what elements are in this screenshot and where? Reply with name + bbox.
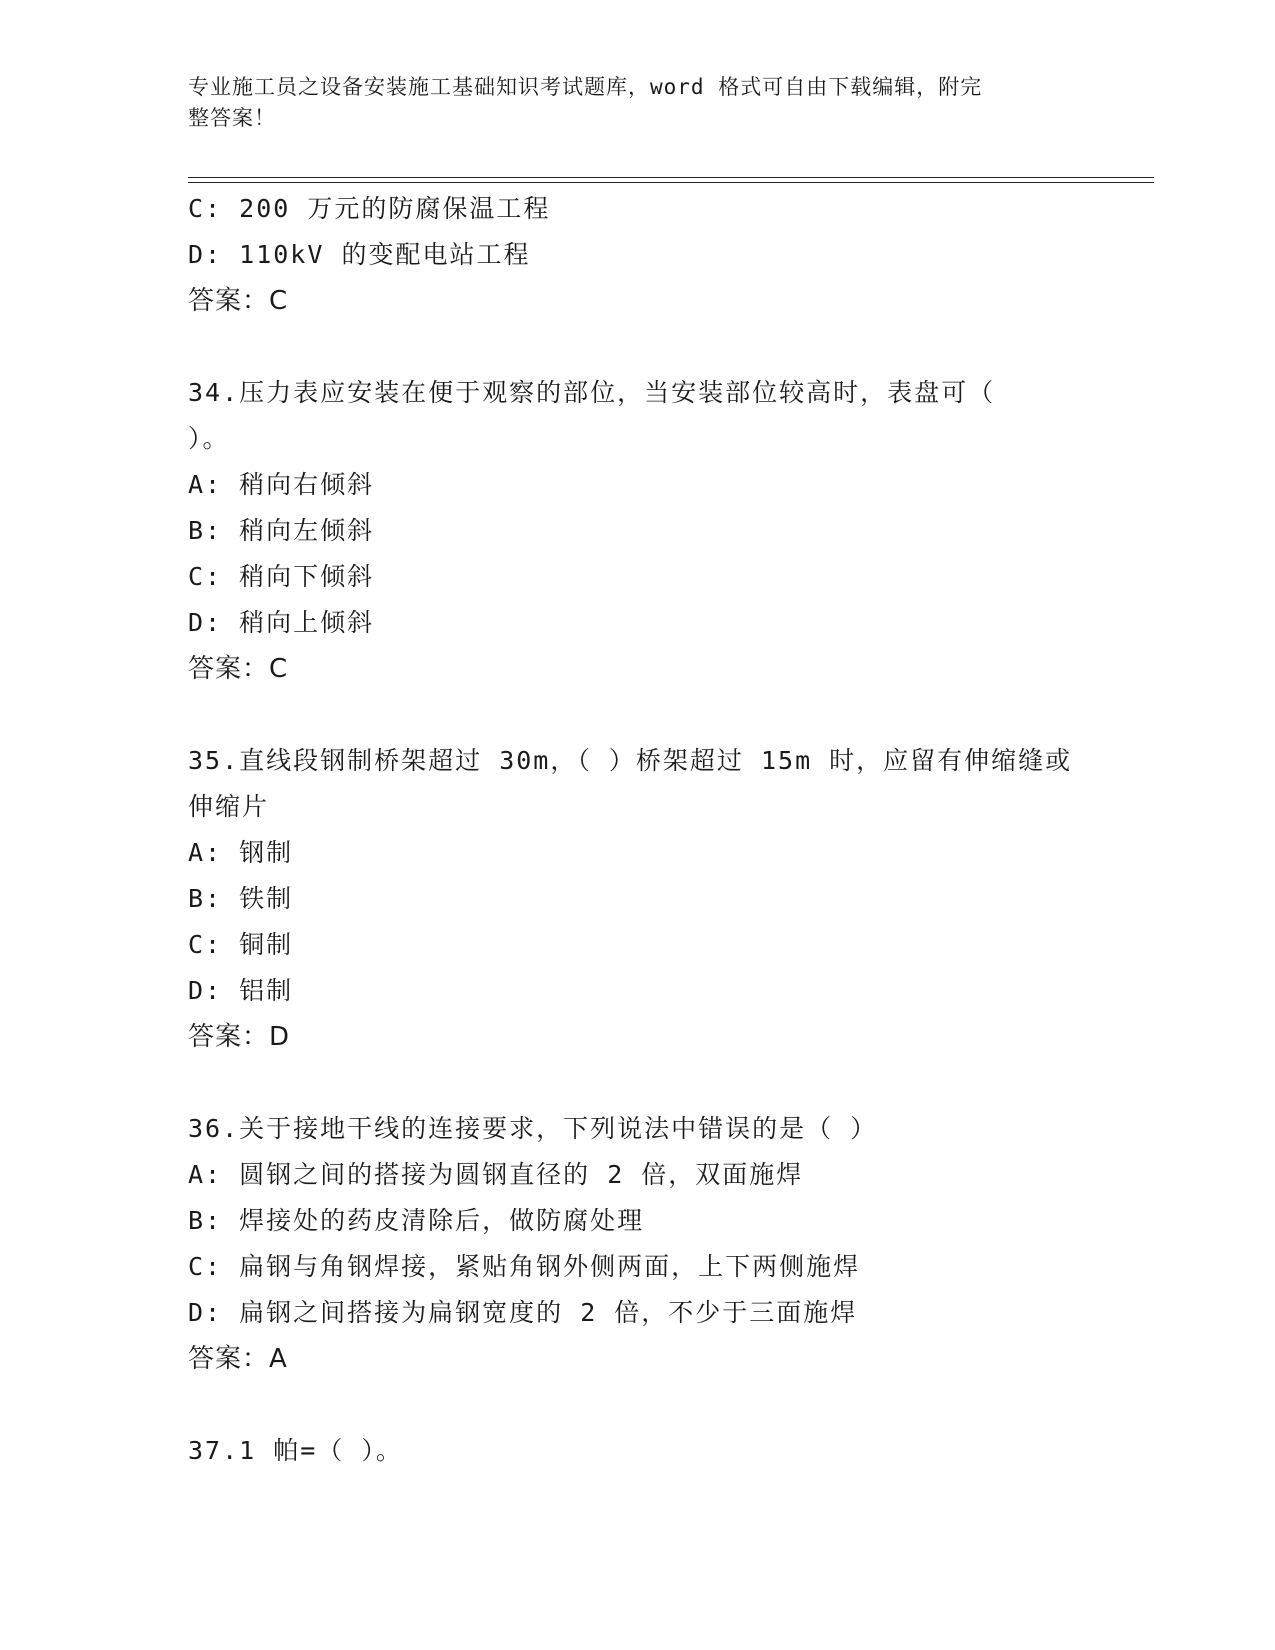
- header-divider-top: [188, 177, 1154, 178]
- answer: 答案：C: [188, 654, 289, 684]
- option-c: C: 铜制: [188, 930, 294, 959]
- question-37: [188, 1428, 1088, 1474]
- option-d: D: 稍向上倾斜: [188, 608, 375, 637]
- spacer: [188, 324, 1088, 370]
- document-header: [188, 72, 1068, 134]
- option-d: D: 扁钢之间搭接为扁钢宽度的 2 倍，不少于三面施焊: [188, 1298, 858, 1327]
- option-a: A: 圆钢之间的搭接为圆钢直径的 2 倍，双面施焊: [188, 1160, 804, 1189]
- spacer: [188, 1382, 1088, 1428]
- question-stem-continued: ）。: [188, 424, 230, 453]
- option-a: A: 稍向右倾斜: [188, 470, 375, 499]
- header-divider-bottom: [188, 182, 1154, 183]
- answer: 答案：D: [188, 1022, 291, 1052]
- answer: 答案：C: [188, 286, 289, 316]
- header-line-2: 整答案！: [188, 106, 276, 130]
- question-stem: 35.直线段钢制桥架超过 30m，（ ）桥架超过 15m 时，应留有伸缩缝或: [188, 746, 1073, 775]
- option-b: B: 稍向左倾斜: [188, 516, 375, 545]
- option-b: B: 焊接处的药皮清除后，做防腐处理: [188, 1206, 645, 1235]
- question-stem: 34.压力表应安装在便于观察的部位，当安装部位较高时，表盘可（: [188, 378, 996, 407]
- option-c: C: 扁钢与角钢焊接，紧贴角钢外侧两面，上下两侧施焊: [188, 1252, 861, 1281]
- option-c: C: 200 万元的防腐保温工程: [188, 194, 551, 223]
- option-b: B: 铁制: [188, 884, 294, 913]
- question-34: [188, 370, 1088, 692]
- header-line-1: 专业施工员之设备安装施工基础知识考试题库，word 格式可自由下载编辑，附完: [188, 75, 983, 99]
- question-stem: 37.1 帕=（ ）。: [188, 1436, 403, 1465]
- option-a: A: 钢制: [188, 838, 294, 867]
- answer: 答案：A: [188, 1344, 288, 1374]
- option-d: D: 铝制: [188, 976, 294, 1005]
- question-33-tail: [188, 186, 1088, 324]
- spacer: [188, 692, 1088, 738]
- question-list: [188, 186, 1088, 1474]
- option-c: C: 稍向下倾斜: [188, 562, 375, 591]
- question-35: [188, 738, 1088, 1060]
- question-stem-continued: 伸缩片: [188, 792, 270, 821]
- option-d: D: 110kV 的变配电站工程: [188, 240, 531, 269]
- question-36: [188, 1106, 1088, 1382]
- spacer: [188, 1060, 1088, 1106]
- question-stem: 36.关于接地干线的连接要求，下列说法中错误的是（ ）: [188, 1114, 878, 1143]
